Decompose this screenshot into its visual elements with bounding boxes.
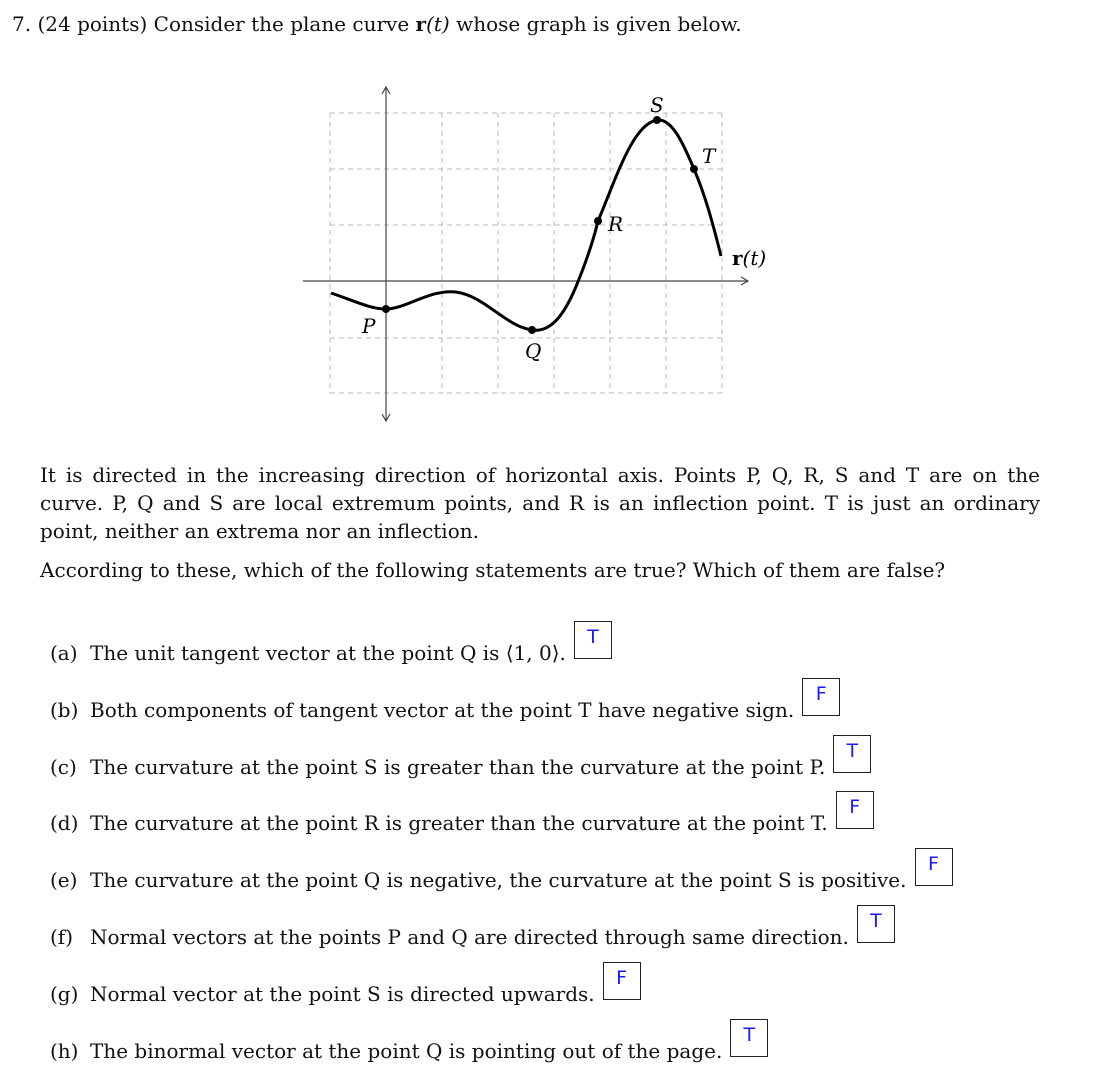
statement-label: (d) xyxy=(50,811,79,835)
point-q xyxy=(528,326,536,334)
problem-points: (24 points) xyxy=(37,12,148,36)
statement-g xyxy=(50,968,641,1006)
problem-intro-pre: Consider the plane curve xyxy=(153,12,416,36)
statement-text: The unit tangent vector at the point Q is ⟨1, 0⟩. xyxy=(90,641,566,665)
description-paragraph: It is directed in the increasing direction of horizontal axis. Points P, Q, R, S and T are on the curve. P, Q and S are local extremum points, and R is an inflection point. T is just an ordinary point, neither an extrema nor an inflection. xyxy=(40,463,1040,543)
label-p: P xyxy=(362,314,376,338)
answer-box[interactable]: T xyxy=(730,1019,768,1057)
point-s xyxy=(653,116,661,124)
curve-graph xyxy=(300,80,780,425)
problem-header xyxy=(12,12,742,36)
problem-intro-post: whose graph is given below. xyxy=(449,12,742,36)
statement-text: Normal vectors at the points P and Q are directed through same direction. xyxy=(90,925,849,949)
curve-vector-symbol: r xyxy=(415,12,427,36)
axes xyxy=(303,87,748,421)
point-r xyxy=(594,217,602,225)
statement-e xyxy=(50,854,953,892)
statement-text: The binormal vector at the point Q is pointing out of the page. xyxy=(90,1039,723,1063)
statement-text: Normal vector at the point S is directed upwards. xyxy=(90,982,595,1006)
statement-label: (h) xyxy=(50,1039,79,1063)
statement-text: The curvature at the point R is greater than the curvature at the point T. xyxy=(90,811,828,835)
statement-label: (e) xyxy=(50,868,78,892)
statement-text: Both components of tangent vector at the point T have negative sign. xyxy=(90,698,795,722)
statement-label: (b) xyxy=(50,698,79,722)
statement-f xyxy=(50,911,895,949)
statement-label: (f) xyxy=(50,925,74,949)
curve-argument: (t) xyxy=(426,12,450,36)
label-t: T xyxy=(702,144,716,168)
problem-number: 7. xyxy=(12,12,32,36)
label-r: R xyxy=(608,212,624,236)
statement-text: The curvature at the point S is greater than the curvature at the point P. xyxy=(90,755,826,779)
answer-box[interactable]: F xyxy=(802,678,840,716)
answer-box[interactable]: F xyxy=(603,962,641,1000)
statement-text: The curvature at the point Q is negative, the curvature at the point S is positive. xyxy=(90,868,907,892)
answer-box[interactable]: T xyxy=(857,905,895,943)
answer-box[interactable]: F xyxy=(836,791,874,829)
answer-box[interactable]: T xyxy=(833,735,871,773)
answer-box[interactable]: T xyxy=(574,621,612,659)
statement-a xyxy=(50,627,612,665)
statement-label: (c) xyxy=(50,755,77,779)
label-q: Q xyxy=(525,339,542,363)
point-p xyxy=(382,305,390,313)
statement-b xyxy=(50,684,840,722)
statement-c xyxy=(50,741,871,779)
question-prompt: According to these, which of the following statements are true? Which of them are false? xyxy=(40,558,946,582)
answer-box[interactable]: F xyxy=(915,848,953,886)
point-t xyxy=(690,165,698,173)
curve-label: r(t) xyxy=(732,246,767,270)
label-s: S xyxy=(650,93,664,117)
statement-label: (g) xyxy=(50,982,79,1006)
statement-label: (a) xyxy=(50,641,78,665)
curve-r xyxy=(331,120,721,330)
statement-h xyxy=(50,1025,768,1063)
statement-d xyxy=(50,797,874,835)
